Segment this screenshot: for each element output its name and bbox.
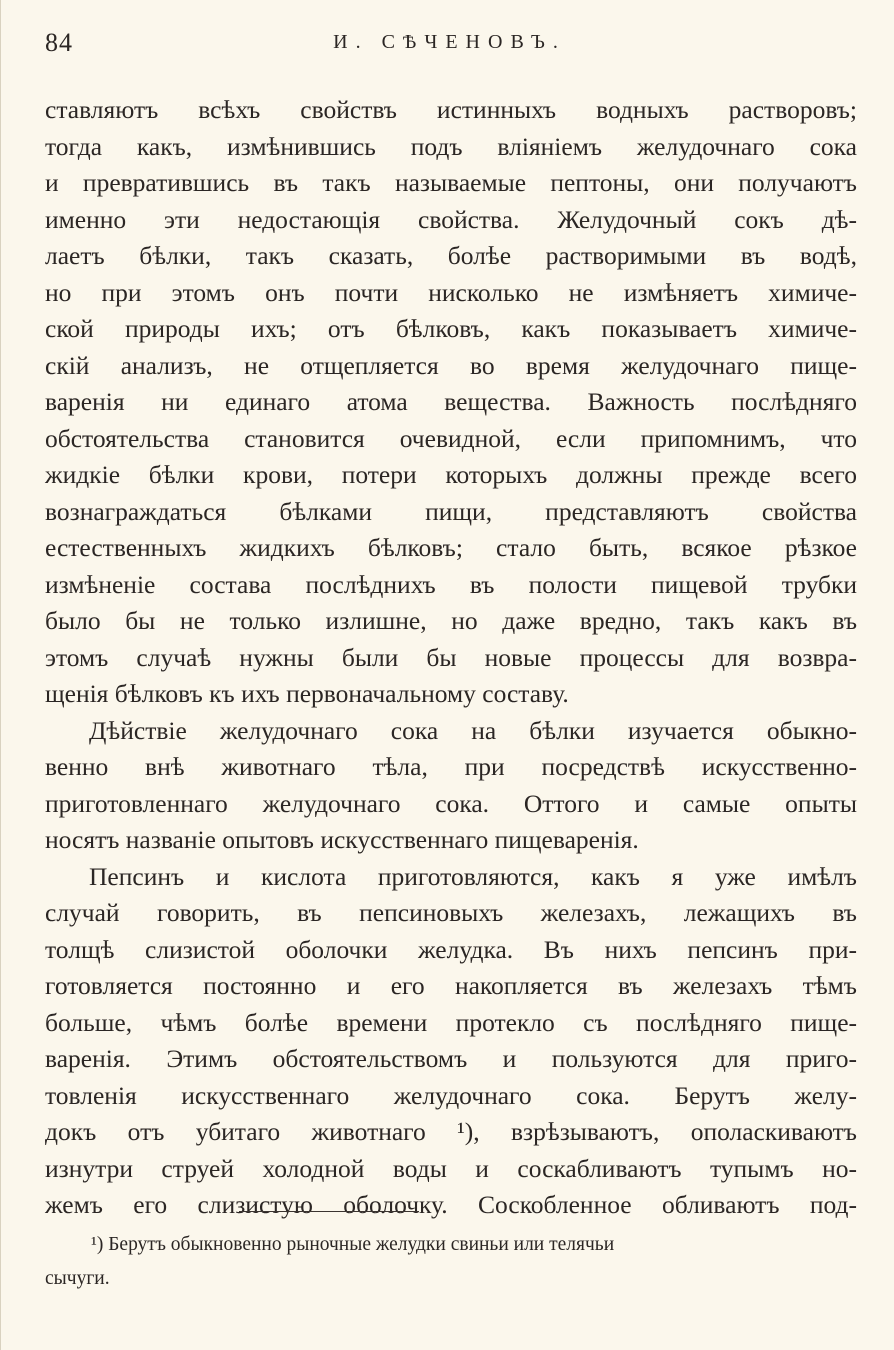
text-line: товленія искусственнаго желудочнаго сока. Берутъ желу- bbox=[45, 1080, 857, 1110]
text-line: изнутри струей холодной воды и соскабливаютъ тупымъ но- bbox=[45, 1153, 857, 1183]
page-number: 84 bbox=[45, 28, 73, 57]
text-line: было бы не только излишне, но даже вредно, такъ какъ въ bbox=[45, 606, 857, 635]
footnote-line: ¹) Берутъ обыкновенно рыночные желудки свиньи или телячьи bbox=[91, 1234, 615, 1255]
text-line: и превратившись въ такъ называемые пептоны, они получаютъ bbox=[45, 168, 857, 197]
text-line: приготовленнаго желудочнаго сока. Оттого и самые опыты bbox=[45, 788, 857, 818]
text-line: но при этомъ онъ почти нисколько не измѣняетъ химиче- bbox=[45, 277, 857, 307]
paragraph-start-line: Дѣйствіе желудочнаго сока на бѣлки изучается обыкно- bbox=[89, 715, 857, 745]
text-line: варенія. Этимъ обстоятельствомъ и пользуются для приго- bbox=[45, 1044, 857, 1073]
text-line: ставляютъ всѣхъ свойствъ истинныхъ водныхъ растворовъ; bbox=[45, 95, 857, 124]
text-line: варенія ни единаго атома вещества. Важность послѣдняго bbox=[45, 387, 857, 416]
running-head: И. СѢЧЕНОВЪ. bbox=[333, 31, 566, 53]
text-line: готовляется постоянно и его накопляется въ железахъ тѣмъ bbox=[45, 971, 857, 1000]
text-line: венно внѣ животнаго тѣла, при посредствѣ искусственно- bbox=[45, 752, 857, 781]
text-line: больше, чѣмъ болѣе времени протекло съ послѣдняго пище- bbox=[45, 1007, 857, 1037]
text-line: лаетъ бѣлки, такъ сказать, болѣе растворимыми въ водѣ, bbox=[45, 241, 857, 270]
footnote-divider bbox=[239, 1211, 419, 1212]
text-line: именно эти недостающія свойства. Желудочный сокъ дѣ- bbox=[45, 204, 857, 234]
footnote bbox=[45, 1228, 857, 1296]
text-line: обстоятельства становится очевидной, если припомнимъ, что bbox=[45, 423, 857, 453]
text-line: докъ отъ убитаго животнаго ¹), взрѣзываютъ, ополаскиваютъ bbox=[45, 1117, 857, 1146]
page-header bbox=[45, 28, 854, 64]
text-line: толщѣ слизистой оболочки желудка. Въ нихъ пепсинъ при- bbox=[45, 934, 857, 964]
text-line: измѣненіе состава послѣднихъ въ полости пищевой трубки bbox=[45, 569, 857, 599]
text-line: этомъ случаѣ нужны были бы новые процессы для возвра- bbox=[45, 642, 857, 672]
paragraph-end-line: носятъ названіе опытовъ искусственнаго пищеваренія. bbox=[45, 825, 639, 854]
text-line: естественныхъ жидкихъ бѣлковъ; стало быть, всякое рѣзкое bbox=[45, 533, 857, 562]
paragraph-end-line: щенія бѣлковъ къ ихъ первоначальному составу. bbox=[45, 679, 569, 708]
body-text bbox=[45, 92, 857, 1224]
text-line: скій анализъ, не отщепляется во время желудочнаго пище- bbox=[45, 350, 857, 380]
text-line: вознаграждаться бѣлками пищи, представляютъ свойства bbox=[45, 496, 857, 526]
footnote-line: сычуги. bbox=[45, 1268, 110, 1289]
text-line: жидкіе бѣлки крови, потери которыхъ должны прежде всего bbox=[45, 460, 857, 489]
paragraph-start-line: Пепсинъ и кислота приготовляются, какъ я уже имѣлъ bbox=[89, 861, 857, 891]
text-line: ской природы ихъ; отъ бѣлковъ, какъ показываетъ химиче- bbox=[45, 314, 857, 343]
text-line: тогда какъ, измѣнившись подъ вліяніемъ желудочнаго сока bbox=[45, 131, 857, 161]
text-line: жемъ его слизистую оболочку. Соскобленное обливаютъ под- bbox=[45, 1190, 857, 1219]
text-line: случай говорить, въ пепсиновыхъ железахъ, лежащихъ въ bbox=[45, 898, 857, 927]
